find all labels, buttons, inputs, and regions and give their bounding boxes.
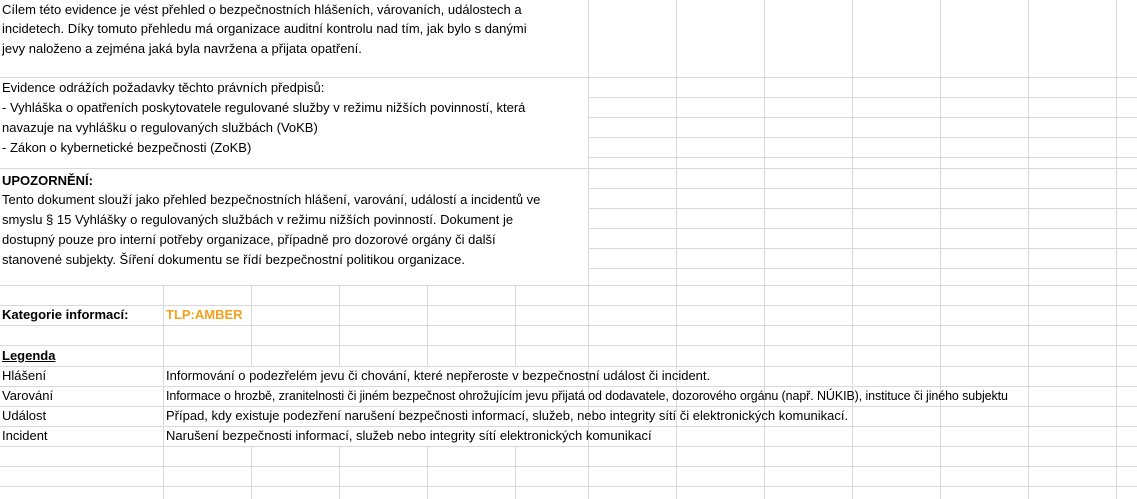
warning-line: Tento dokument slouží jako přehled bezpečnostních hlášení, varování, událostí a incidentů ve: [2, 192, 541, 207]
legend-heading[interactable]: Legenda: [2, 348, 56, 363]
legal-line: navazuje na vyhlášku o regulovaných službách (VoKB): [2, 120, 318, 135]
legal-line: - Zákon o kybernetické bezpečnosti (ZoKB): [2, 140, 252, 155]
legal-cell[interactable]: [0, 78, 587, 168]
category-label[interactable]: Kategorie informací:: [2, 307, 129, 322]
warning-cell[interactable]: [0, 169, 587, 285]
warning-line: stanovené subjekty. Šíření dokumentu se řídí bezpečnostní politikou organizace.: [2, 252, 465, 267]
legend-term[interactable]: Varování: [2, 388, 54, 403]
legend-term[interactable]: Incident: [2, 428, 48, 443]
legend-definition[interactable]: Narušení bezpečnosti informací, služeb nebo integrity sítí elektronických komunikací: [166, 428, 652, 443]
warning-line: dostupný pouze pro interní potřeby organizace, případně pro dozorové orgány či další: [2, 232, 496, 247]
legend-definition[interactable]: Informace o hrozbě, zranitelnosti či jiném bezpečnost ohrožujícím jevu přijatá od dodavatele, dozorového orgánu (např. NÚKIB), instituce či jiného subjektu: [166, 389, 1008, 403]
legend-term[interactable]: Událost: [2, 408, 47, 423]
legal-line: Evidence odrážích požadavky těchto právních předpisů:: [2, 80, 325, 95]
intro-line: incidetech. Díky tomuto přehledu má organizace auditní kontrolu nad tím, jak bylo s danými: [2, 21, 527, 36]
intro-cell[interactable]: [0, 0, 587, 77]
category-value[interactable]: TLP:AMBER: [166, 307, 243, 322]
intro-line: Cílem této evidence je vést přehled o bezpečnostních hlášeních, várovaních, událostech a: [2, 2, 522, 17]
warning-line: smyslu § 15 Vyhlášky o regulovaných službách v režimu nižších povinností. Dokument je: [2, 212, 514, 227]
legal-line: - Vyhláška o opatřeních poskytovatele regulované služby v režimu nižších povinností, která: [2, 100, 526, 115]
legend-term[interactable]: Hlášení: [2, 368, 47, 383]
legend-definition[interactable]: Informování o podezřelém jevu či chování, které nepřeroste v bezpečnostní událost či incident.: [166, 368, 711, 383]
legend-definition[interactable]: Případ, kdy existuje podezření narušení bezpečnosti informací, služeb, nebo integrity sítí či elektronických komunikací.: [166, 408, 849, 423]
intro-line: jevy naloženo a zejména jaká byla navržena a přijata opatření.: [2, 41, 362, 56]
warning-heading: UPOZORNĚNÍ:: [2, 173, 93, 188]
